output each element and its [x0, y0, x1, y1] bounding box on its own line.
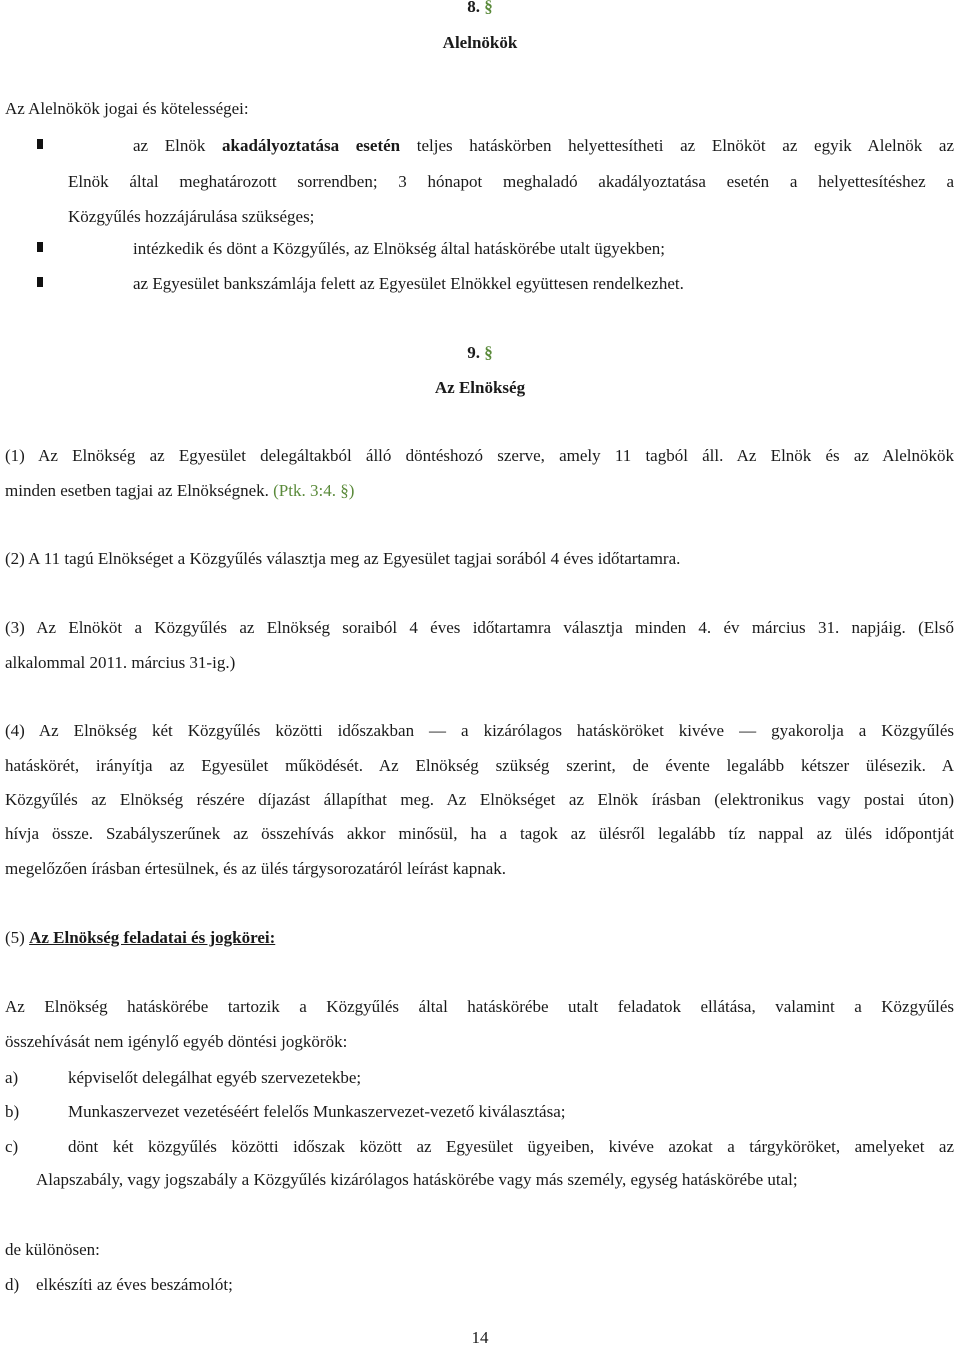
paragraph-2: (2) A 11 tagú Elnökséget a Közgyűlés választja meg az Egyesület tagjai sorából 4 éves időtartamra.: [5, 549, 681, 568]
list-item-c-continuation: Alapszabály, vagy jogszabály a Közgyűlés kizárólagos hatáskörébe vagy más személy, egység hatáskörébe utal;: [36, 1170, 798, 1189]
paragraph-4-line-3: Közgyűlés az Elnökség részére díjazást állapíthat meg. Az Elnökséget az Elnök írásban (elektronikus vagy postai úton): [5, 790, 954, 809]
section-9-title: Az Elnökség: [434, 378, 526, 397]
paragraph-1-line-2: minden esetben tagjai az Elnökségnek. (Ptk. 3:4. §): [5, 481, 355, 500]
bullet-square-icon: [37, 242, 43, 252]
list-item-label: c): [5, 1137, 19, 1156]
page-number: 14: [471, 1328, 489, 1347]
section-8-number: 8. §: [0, 0, 960, 17]
bullet-1-line-2: Elnök által meghatározott sorrendben; 3 hónapot meghaladó akadályoztatása esetén a helyettesítéshez a: [68, 172, 954, 191]
section-9-number: 9. §: [467, 343, 493, 362]
section-8-title: Alelnökök: [442, 33, 518, 52]
paragraph-4-line-4: hívja össze. Szabályszerűnek az összehívás akkor minősül, ha a tagok az ülésről legalább tíz nappal az ülés időpontját: [5, 824, 954, 843]
bullet-3: az Egyesület bankszámlája felett az Egyesület Elnökkel együttesen rendelkezhet.: [133, 274, 684, 293]
paragraph-5-line-1: Az Elnökség hatáskörébe tartozik a Közgyűlés által hatáskörébe utalt feladatok ellátása, valamint a Közgyűlés: [5, 997, 954, 1016]
paragraph-3-line-1: (3) Az Elnököt a Közgyűlés az Elnökség soraiból 4 éves időtartamra választja minden 4. év március 31. napjáig. (Első: [5, 618, 954, 637]
list-item-label: d): [5, 1275, 20, 1294]
paragraph-5-heading: (5) Az Elnökség feladatai és jogkörei:: [5, 928, 276, 947]
list-item-text: elkészíti az éves beszámolót;: [36, 1275, 233, 1294]
paragraph-1-line-1: (1) Az Elnökség az Egyesület delegáltakból álló döntéshozó szerve, amely 11 tagból áll. Az Elnök és az Alelnökök: [5, 446, 954, 465]
especially-label: de különösen:: [5, 1240, 100, 1259]
paragraph-4-line-5: megelőzően írásban értesülnek, és az ülés tárgysorozatáról leírást kapnak.: [5, 859, 506, 878]
list-item-label: a): [5, 1068, 19, 1087]
list-item-text: Munkaszervezet vezetéséért felelős Munkaszervezet-vezető kiválasztása;: [68, 1102, 566, 1121]
list-item-text: képviselőt delegálhat egyéb szervezetekbe;: [68, 1068, 362, 1087]
list-item-label: b): [5, 1102, 20, 1121]
paragraph-3-line-2: alkalommal 2011. március 31-ig.): [5, 653, 236, 672]
bullet-square-icon: [37, 277, 43, 287]
section-8-intro: Az Alelnökök jogai és kötelességei:: [5, 99, 249, 118]
bullet-1-line-1: az Elnök akadályoztatása esetén teljes hatáskörben helyettesítheti az Elnököt az egyik Alelnök az: [133, 136, 955, 155]
paragraph-symbol: §: [484, 0, 493, 16]
bullet-square-icon: [37, 139, 43, 149]
paragraph-4-line-1: (4) Az Elnökség két Közgyűlés közötti időszakban ― a kizárólagos hatásköröket kivéve ― gyakorolja a Közgyűlés: [5, 721, 954, 740]
paragraph-5-line-2: összehívását nem igénylő egyéb döntési jogkörök:: [5, 1032, 348, 1051]
paragraph-4-line-2: hatáskörét, irányítja az Egyesület működését. Az Elnökség szükség szerint, de évente legalább kétszer ülésezik. A: [5, 756, 954, 775]
list-item-text: dönt két közgyűlés közötti időszak között az Egyesület ügyeiben, kivéve azokat a tárgyköröket, amelyeket az: [68, 1137, 954, 1156]
bullet-2: intézkedik és dönt a Közgyűlés, az Elnökség által hatáskörébe utalt ügyekben;: [133, 239, 666, 258]
bullet-1-line-3: Közgyűlés hozzájárulása szükséges;: [68, 207, 315, 226]
paragraph-symbol: §: [484, 343, 493, 362]
